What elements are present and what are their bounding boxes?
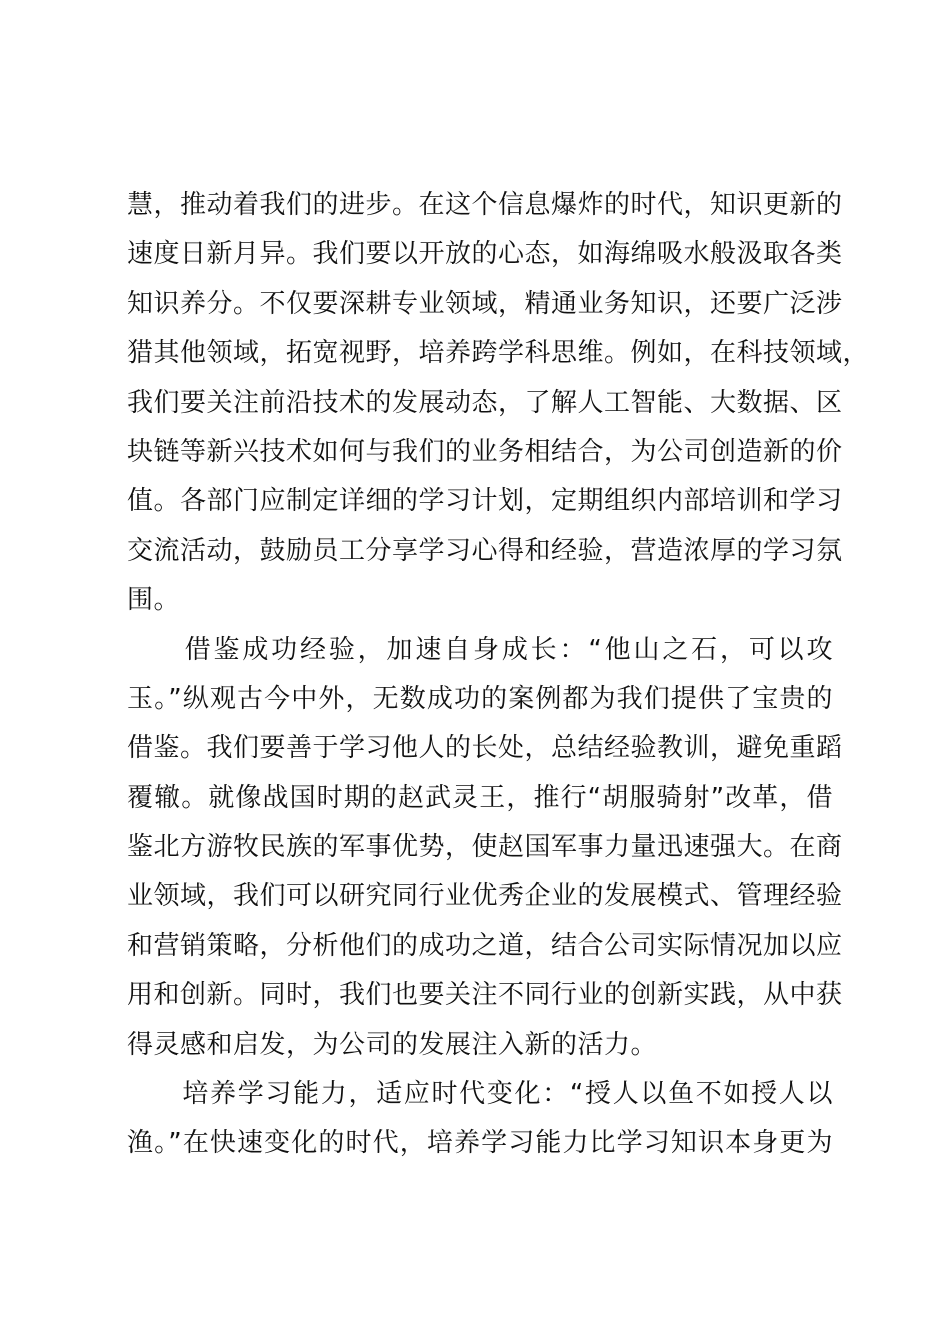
text-line: 得灵感和启发，为公司的发展注入新的活力。 [127,1029,658,1060]
text-line: 值。各部门应制定详细的学习计划，定期组织内部培训和学习 [127,486,843,517]
text-line: 用和创新。同时，我们也要关注不同行业的创新实践，从中获 [127,980,843,1011]
text-line: 围。 [127,585,181,616]
text-line: 速度日新月异。我们要以开放的心态，如海绵吸水般汲取各类 [127,239,843,270]
text-line: 鉴北方游牧民族的军事优势，使赵国军事力量迅速强大。在商 [127,832,843,863]
text-line: 借鉴。我们要善于学习他人的长处，总结经验教训，避免重蹈 [127,733,843,764]
text-line: 玉。”纵观古今中外，无数成功的案例都为我们提供了宝贵的 [127,683,833,714]
text-line: 交流活动，鼓励员工分享学习心得和经验，营造浓厚的学习氛 [127,535,843,566]
text-line: 培养学习能力，适应时代变化：“授人以鱼不如授人以 [127,1079,833,1110]
text-line: 覆辙。就像战国时期的赵武灵王，推行“胡服骑射”改革，借 [127,782,833,813]
document-body [127,181,870,1169]
text-line: 借鉴成功经验，加速自身成长：“他山之石，可以攻 [127,634,833,665]
text-line: 慧，推动着我们的进步。在这个信息爆炸的时代，知识更新的 [127,190,843,220]
text-line: 和营销策略，分析他们的成功之道，结合公司实际情况加以应 [127,930,843,961]
text-line: 猎其他领域，拓宽视野，培养跨学科思维。例如，在科技领域， [127,338,870,369]
text-line: 知识养分。不仅要深耕专业领域，精通业务知识，还要广泛涉 [127,288,843,319]
text-line: 渔。”在快速变化的时代，培养学习能力比学习知识本身更为 [127,1128,833,1159]
text-line: 块链等新兴技术如何与我们的业务相结合，为公司创造新的价 [127,436,843,467]
text-line: 我们要关注前沿技术的发展动态，了解人工智能、大数据、区 [127,387,843,418]
text-line: 业领域，我们可以研究同行业优秀企业的发展模式、管理经验 [127,881,843,912]
